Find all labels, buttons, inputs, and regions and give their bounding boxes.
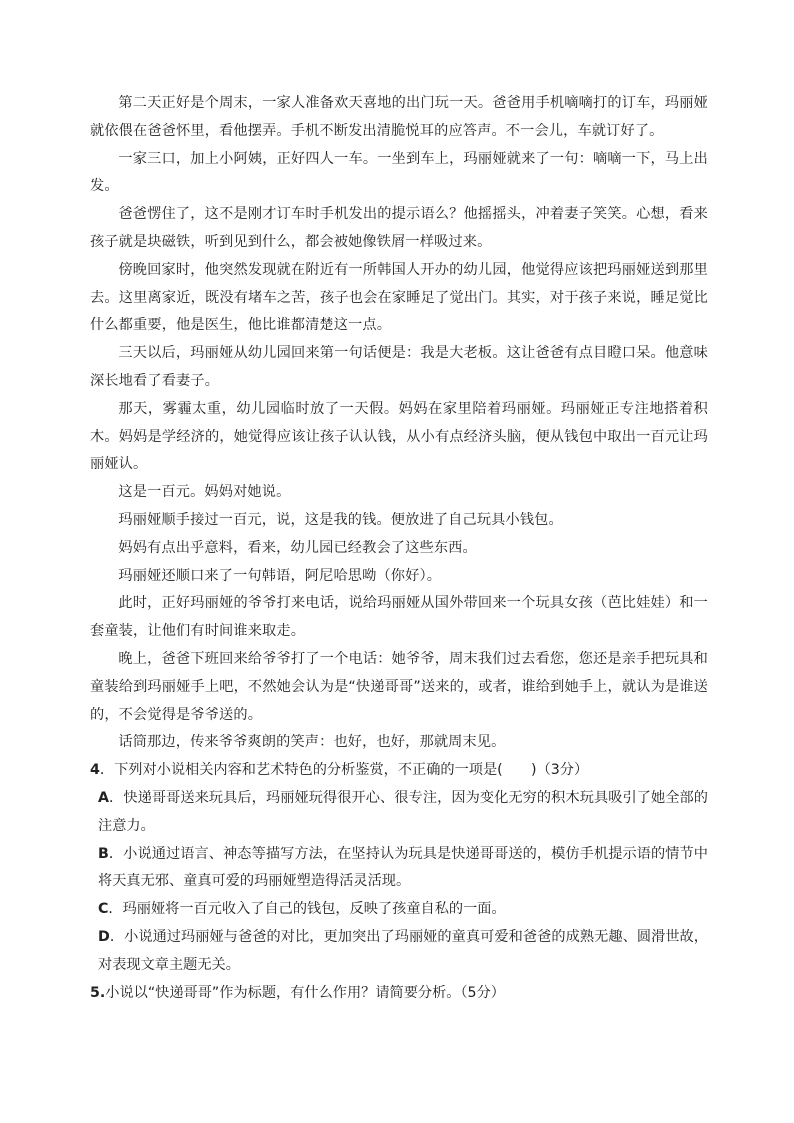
question-5-number: 5. — [90, 984, 106, 1001]
question-4 — [90, 757, 708, 979]
option-text: ．小说通过语言、神态等描写方法，在坚持认为玩具是快递哥哥送的，模仿手机提示语的情节中将天真无邪、童真可爱的玛丽娅塑造得活灵活现。 — [98, 845, 708, 890]
option-c — [90, 896, 708, 924]
option-a — [90, 785, 708, 841]
story-paragraph: 第二天正好是个周末，一家人准备欢天喜地的出门玩一天。爸爸用手机嘀嘀打的订车，玛丽娅就依偎在爸爸怀里，看他摆弄。手机不断发出清脆悦耳的应答声。不一会儿，车就订好了。 — [90, 95, 708, 139]
story-paragraph: 一家三口，加上小阿姨，正好四人一车。一坐到车上，玛丽娅就来了一句：嘀嘀一下，马上出发。 — [90, 150, 708, 195]
story-paragraph: 这是一百元。妈妈对她说。 — [118, 484, 291, 501]
question-4-stem — [90, 757, 708, 785]
story-paragraph: 话筒那边，传来爷爷爽朗的笑声：也好，也好，那就周末见。 — [118, 734, 506, 751]
story-paragraph: 此时，正好玛丽娅的爷爷打来电话，说给玛丽娅从国外带回来一个玩具女孩（芭比娃娃）和一套童装，让他们有时间谁来取走。 — [90, 595, 708, 640]
option-d — [90, 924, 708, 980]
option-letter: B — [98, 845, 109, 862]
option-letter: A — [98, 789, 109, 806]
story-paragraph: 玛丽娅顺手接过一百元，说，这是我的钱。便放进了自己玩具小钱包。 — [118, 511, 563, 528]
question-4-number: 4 — [90, 762, 100, 779]
story-paragraph: 傍晚回家时，他突然发现就在附近有一所韩国人开办的幼儿园，他觉得应该把玛丽娅送到那里去。这里离家近，既没有堵车之苦，孩子也会在家睡足了觉出门。其实，对于孩子来说，睡足觉比什么都重要，他是医生，他比谁都清楚这一点。 — [90, 261, 708, 334]
story-text — [90, 90, 708, 757]
option-b — [90, 841, 708, 897]
option-text: ．快递哥哥送来玩具后，玛丽娅玩得很开心、很专注，因为变化无穷的积木玩具吸引了她全部的注意力。 — [98, 789, 708, 834]
question-5 — [90, 980, 708, 1008]
story-paragraph: 玛丽娅还顺口来了一句韩语，阿尼哈思呦（你好）。 — [118, 567, 442, 584]
option-text: ．小说通过玛丽娅与爸爸的对比，更加突出了玛丽娅的童真可爱和爸爸的成熟无趣、圆滑世故，对表现文章主题无关。 — [98, 928, 708, 973]
question-5-text: 小说以“快递哥哥”作为标题，有什么作用？请简要分析。（5分） — [105, 984, 505, 1001]
story-paragraph: 妈妈有点出乎意料，看来，幼儿园已经教会了这些东西。 — [118, 539, 477, 556]
story-paragraph: 那天，雾霾太重，幼儿园临时放了一天假。妈妈在家里陪着玛丽娅。玛丽娅正专注地搭着积木。妈妈是学经济的，她觉得应该让孩子认认钱，从小有点经济头脑，便从钱包中取出一百元让玛丽娅认。 — [90, 400, 708, 473]
option-text: ．玛丽娅将一百元收入了自己的钱包，反映了孩童自私的一面。 — [108, 901, 506, 918]
story-paragraph: 三天以后，玛丽娅从幼儿园回来第一句话便是：我是大老板。这让爸爸有点目瞪口呆。他意味深长地看了看妻子。 — [90, 345, 708, 389]
story-paragraph: 晚上，爸爸下班回来给爷爷打了一个电话：她爷爷，周末我们过去看您，您还是亲手把玩具和童装给到玛丽娅手上吧，不然她会认为是“快递哥哥”送来的，或者，谁给到她手上，就认为是谁送的，不会觉得是爷爷送的。 — [90, 650, 708, 723]
option-letter: C — [98, 901, 109, 918]
option-letter: D — [98, 928, 110, 945]
story-paragraph: 爸爸愣住了，这不是刚才订车时手机发出的提示语么？他摇摇头，冲着妻子笑笑。心想，看来孩子就是块磁铁，听到见到什么，都会被她像铁屑一样吸过来。 — [90, 206, 708, 250]
question-4-text: ．下列对小说相关内容和艺术特色的分析鉴赏，不正确的一项是( )（3分） — [99, 762, 589, 779]
question-5-stem — [90, 980, 708, 1008]
